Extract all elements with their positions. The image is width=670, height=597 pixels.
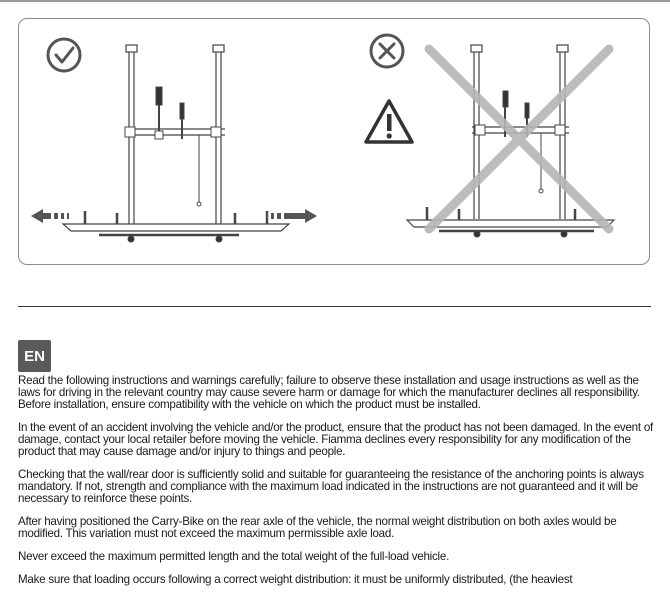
language-badge: EN (18, 340, 51, 372)
x-circle-icon (371, 35, 403, 67)
bike-rack-correct (63, 45, 289, 242)
section-divider (18, 306, 651, 307)
arrow-left-icon (31, 209, 69, 223)
large-cross-overlay (429, 49, 609, 229)
warning-triangle-icon (366, 101, 412, 142)
check-circle-icon (48, 39, 80, 71)
bike-rack-illustration (19, 19, 650, 265)
paragraph: Read the following instructions and warnings carefully; failure to observe these installation and usage instructions as well as the laws for driving in the relevant country may cause severe harm or damage for which the manufacturer declines all responsibility. Before installation, ensure compatibility with the vehicle on which the product must be installed. (18, 374, 640, 411)
instructions-text (18, 375, 658, 597)
paragraph: In the event of an accident involving the vehicle and/or the product, ensure that the product has not been damaged. In the event of damage, contact your local retailer before moving the vehicle. Fiamma declines every responsibility for any modification of the product that may cause damage and/or injury to things and people. (18, 421, 653, 458)
paragraph: Make sure that loading occurs following a correct weight distribution: it must be uniformly distributed, (the heaviest (18, 573, 573, 586)
paragraph: After having positioned the Carry-Bike on the rear axle of the vehicle, the normal weight distribution on both axles would be modified. This variation must not exceed the maximum permissible axle load. (18, 515, 617, 540)
paragraph: Checking that the wall/rear door is sufficiently solid and suitable for guaranteeing the resistance of the anchoring points is always mandatory. If not, strength and compliance with the maximum load indicated in the instructions are not guaranteed and it will be necessary to reinforce these points. (18, 468, 644, 505)
top-rule (0, 0, 670, 2)
illustration-panel (18, 18, 650, 265)
paragraph: Never exceed the maximum permitted length and the total weight of the full-load vehicle. (18, 550, 450, 563)
arrow-right-icon (266, 209, 317, 223)
